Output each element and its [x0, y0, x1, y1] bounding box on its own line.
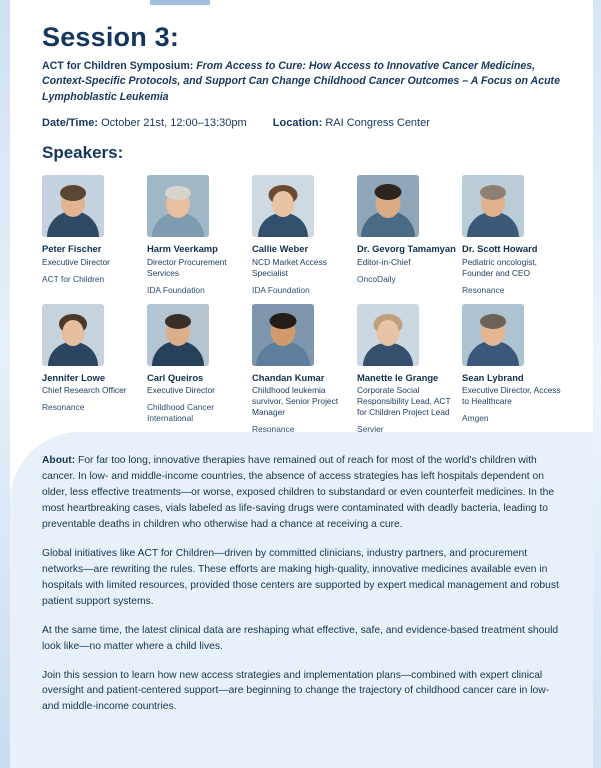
- about-paragraph-4: Join this session to learn how new access strategies and implementation plans—combined with expert clinical oversight and patient-centered support—are beginning to change the trajectory of childhood cancer care in low- and middle-income countries.: [42, 669, 550, 713]
- speaker-name: Harm Veerkamp: [147, 243, 218, 255]
- speaker-role: Executive Director: [147, 385, 215, 396]
- datetime-value: October 21st, 12:00–13:30pm: [101, 117, 247, 130]
- avatar: [147, 175, 209, 237]
- speaker-name: Manette le Grange: [357, 371, 439, 383]
- speaker-role: Childhood leukemia survivor, Senior Project Manager: [252, 385, 339, 418]
- speaker-name: Sean Lybrand: [462, 371, 524, 383]
- speaker-card[interactable]: [42, 304, 143, 435]
- speaker-card[interactable]: [357, 175, 458, 296]
- about-paragraph-1-text: For far too long, innovative therapies have remained out of reach for most of the world's children with cancer. In low- and middle-income countries, the absence of access strategies has left hospitals dependent on older, less effective treatments—or worse, exposed children to substandard or even counterfeit medicines. In the most heartbreaking cases, vials labeled as life-saving drugs were contaminated with deadly bacteria, leading to preventable deaths in children who otherwise had a chance at receiving a cure.: [42, 455, 555, 530]
- subtitle-italic: From Access to Cure: How Access to Innovative Cancer Medicines, Context-Specific Protocols, and Support Can Change Childhood Cancer Outcomes – A Focus on Acute Lymphoblastic Leukemia: [42, 60, 560, 103]
- speaker-role: Editor-in-Chief: [357, 256, 411, 267]
- speaker-role: Pediatric oncologist, Founder and CEO: [462, 256, 537, 278]
- subtitle-lead: ACT for Children Symposium:: [42, 60, 194, 72]
- speaker-name: Carl Queiros: [147, 371, 204, 383]
- session-meta: [42, 117, 567, 129]
- speaker-org: IDA Foundation: [252, 284, 310, 295]
- speaker-org: Amgen: [462, 413, 489, 424]
- avatar: [357, 304, 419, 366]
- speakers-heading: Speakers:: [42, 143, 124, 163]
- speaker-role: Executive Director, Access to Healthcare: [462, 385, 561, 407]
- speaker-name: Dr. Scott Howard: [462, 243, 538, 255]
- speaker-role: Director Procurement Services: [147, 256, 227, 278]
- speaker-card[interactable]: [147, 175, 248, 296]
- speaker-row-2: [42, 304, 567, 435]
- speaker-org: ACT for Children: [42, 273, 105, 284]
- speaker-card[interactable]: [462, 175, 563, 296]
- avatar: [462, 304, 524, 366]
- avatar: [252, 175, 314, 237]
- location-label: Location:: [272, 117, 323, 130]
- speaker-name: Jennifer Lowe: [42, 371, 106, 383]
- session-subtitle: [42, 59, 562, 105]
- speaker-name: Dr. Gevorg Tamamyan: [357, 243, 456, 255]
- speaker-card[interactable]: [357, 304, 458, 435]
- speaker-role: Chief Research Officer: [42, 385, 127, 396]
- speaker-org: IDA Foundation: [147, 284, 205, 295]
- location-value: RAI Congress Center: [325, 117, 430, 130]
- speaker-org: Servier: [357, 424, 384, 435]
- speaker-role: NCD Market Access Specialist: [252, 256, 327, 278]
- avatar: [462, 175, 524, 237]
- speaker-role: Corporate Social Responsibility Lead, ACT for Children Project Lead: [357, 385, 451, 418]
- avatar: [357, 175, 419, 237]
- avatar: [147, 304, 209, 366]
- speaker-org: Childhood Cancer International: [147, 402, 215, 424]
- speaker-role: Executive Director: [42, 256, 110, 267]
- about-paragraph-2: Global initiatives like ACT for Children—driven by committed clinicians, industry partners, and procurement networks—are rewriting the rules. These efforts are making high-quality, innovative medicines available even in hospitals with limited resources, provided those centers are supported by expert medical management and robust patient support systems.: [42, 547, 559, 607]
- speaker-org: Resonance: [252, 424, 295, 435]
- avatar: [42, 175, 104, 237]
- speaker-org: Resonance: [462, 284, 505, 295]
- speaker-card[interactable]: [252, 304, 353, 435]
- page-title: Session 3:: [42, 22, 180, 52]
- speaker-row-1: [42, 175, 567, 296]
- speaker-card[interactable]: [147, 304, 248, 435]
- about-paragraph-3: At the same time, the latest clinical data are reshaping what effective, safe, and evidence-based treatment should look like—no matter where a child lives.: [42, 624, 559, 652]
- speaker-org: OncoDaily: [357, 273, 396, 284]
- avatar: [252, 304, 314, 366]
- speaker-name: Callie Weber: [252, 243, 309, 255]
- speaker-card[interactable]: [252, 175, 353, 296]
- datetime-label: Date/Time:: [42, 117, 99, 130]
- about-section: [0, 453, 601, 715]
- avatar: [42, 304, 104, 366]
- speaker-org: Resonance: [42, 402, 85, 413]
- speaker-name: Chandan Kumar: [252, 371, 325, 383]
- about-paragraph-1: [42, 453, 561, 533]
- speaker-name: Peter Fischer: [42, 243, 102, 255]
- speaker-card[interactable]: [42, 175, 143, 296]
- speaker-card[interactable]: [462, 304, 563, 435]
- about-label: About:: [42, 455, 76, 467]
